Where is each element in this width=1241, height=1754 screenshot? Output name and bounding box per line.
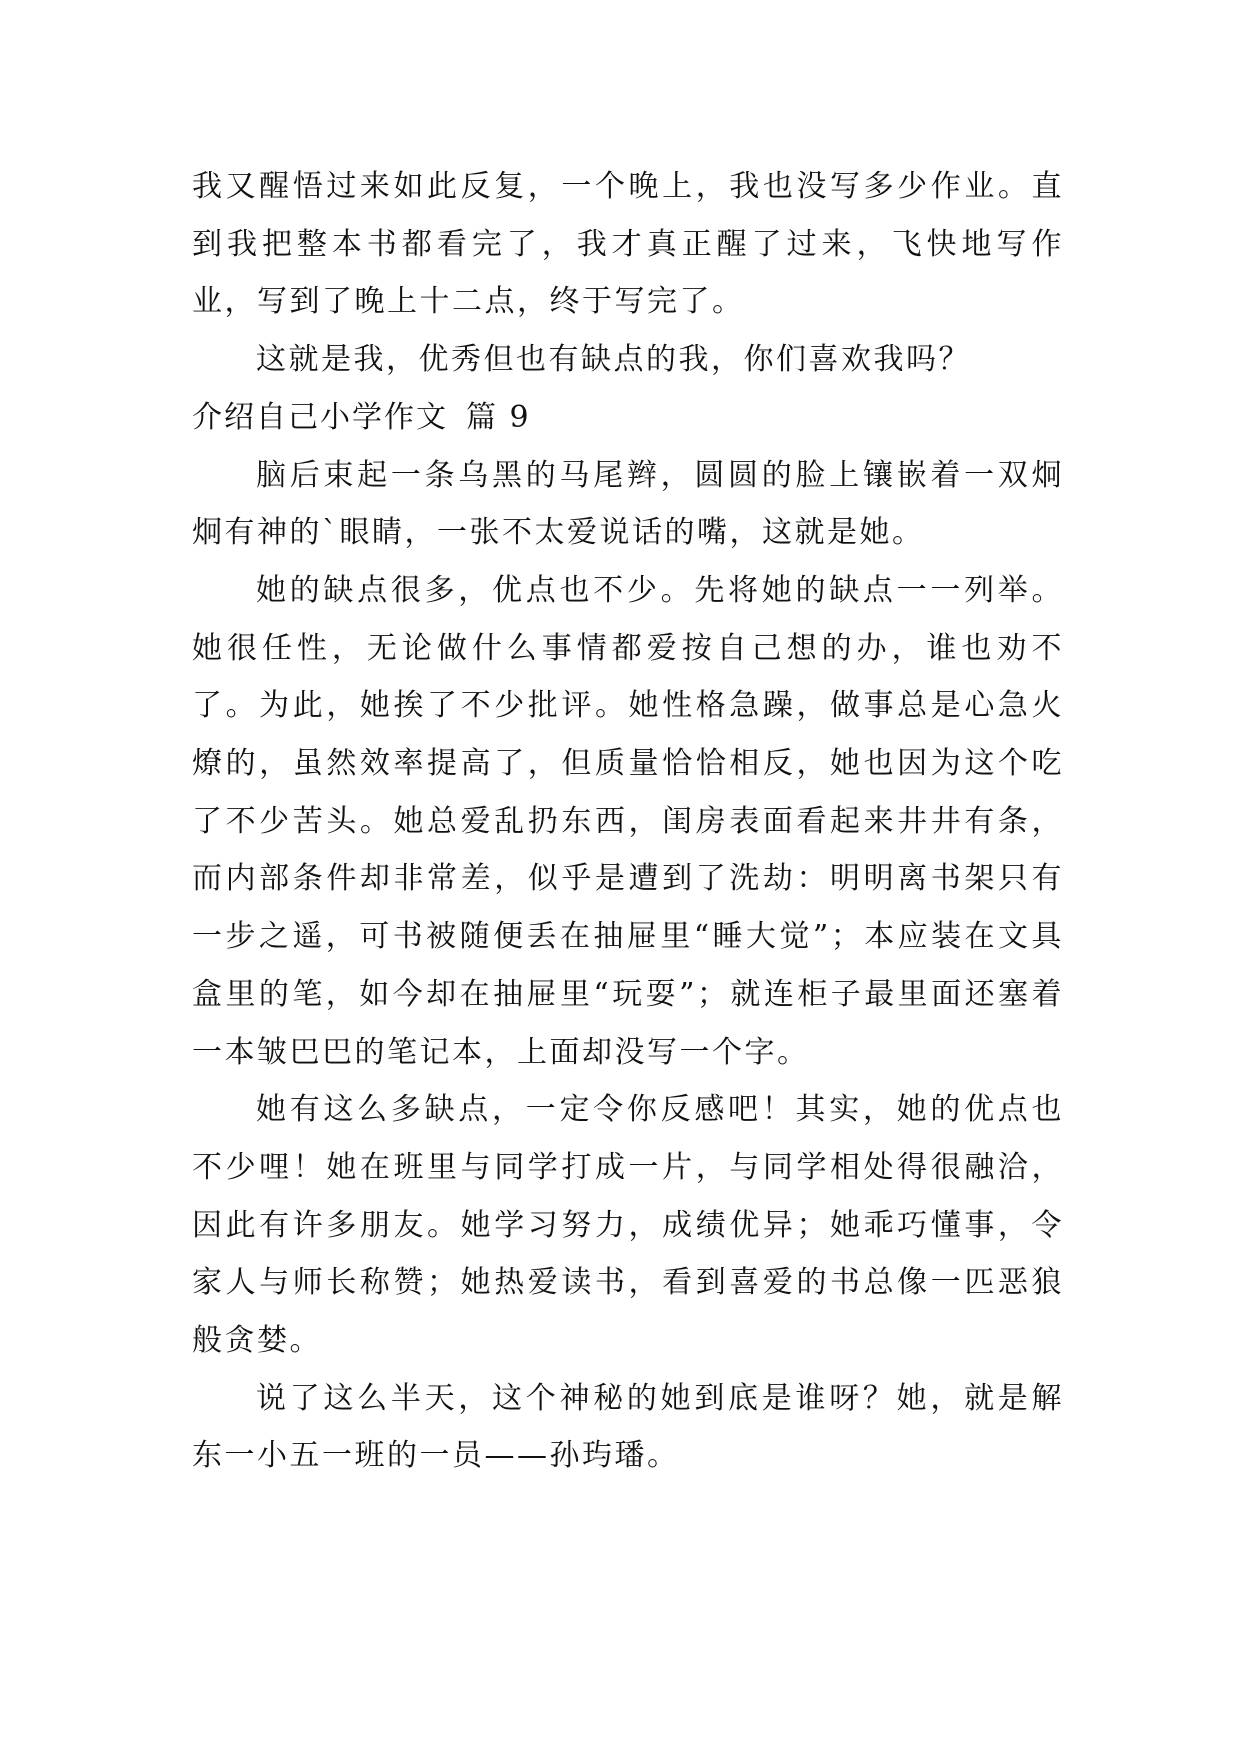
paragraph-strengths: 她有这么多缺点，一定令你反感吧！其实，她的优点也不少哩！她在班里与同学打成一片，与同学相处得很融洽，因此有许多朋友。她学习努力，成绩优异；她乖巧懂事，令家人与师长称赞；她热爱读书，看到喜爱的书总像一匹恶狼般贪婪。 [192, 1092, 1064, 1359]
section-number: 篇 9 [466, 399, 531, 435]
paragraph-description: 脑后束起一条乌黑的马尾辫，圆圆的脸上镶嵌着一双炯炯有神的`眼睛，一张不太爱说话的嘴，这就是她。 [192, 457, 1064, 551]
paragraph-closing: 这就是我，优秀但也有缺点的我，你们喜欢我吗？ [256, 342, 971, 378]
paragraph-reveal: 说了这么半天，这个神秘的她到底是谁呀？她，就是解东一小五一班的一员——孙玙璠。 [192, 1380, 1064, 1474]
document-page [192, 158, 1064, 1485]
section-title-text: 介绍自己小学作文 [192, 399, 448, 435]
paragraph-continued: 我又醒悟过来如此反复，一个晚上，我也没写多少作业。直到我把整本书都看完了，我才真正醒了过来，飞快地写作业，写到了晚上十二点，终于写完了。 [192, 169, 1064, 320]
paragraph-shortcomings: 她的缺点很多，优点也不少。先将她的缺点一一列举。她很任性，无论做什么事情都爱按自己想的办，谁也劝不了。为此，她挨了不少批评。她性格急躁，做事总是心急火燎的，虽然效率提高了，但质量恰恰相反，她也因为这个吃了不少苦头。她总爱乱扔东西，闺房表面看起来井井有条，而内部条件却非常差，似乎是遭到了洗劫：明明离书架只有一步之遥，可书被随便丢在抽屉里“睡大觉”；本应装在文具盒里的笔，如今却在抽屉里“玩耍”；就连柜子最里面还塞着一本皱巴巴的笔记本，上面却没写一个字。 [192, 572, 1064, 1070]
section-title [192, 389, 1064, 447]
